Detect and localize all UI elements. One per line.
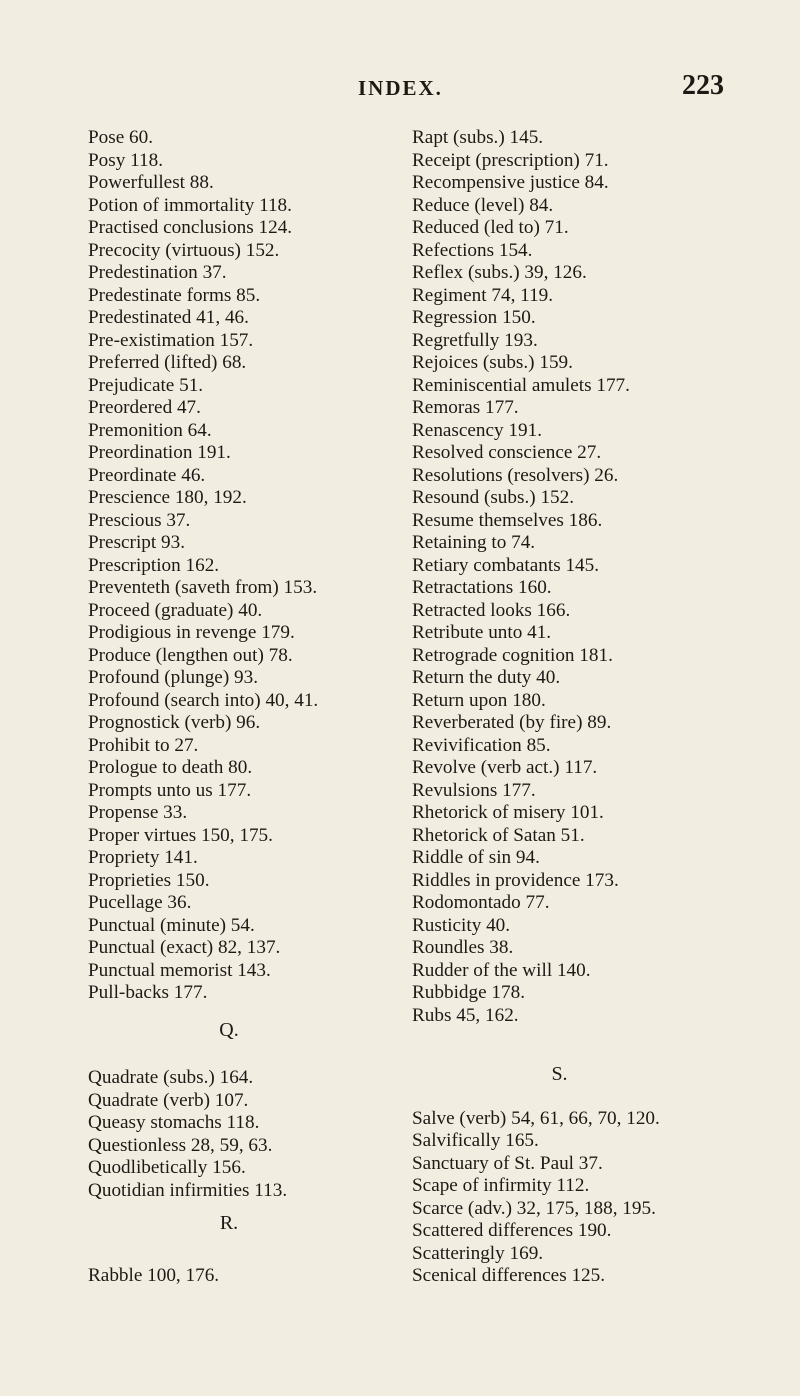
index-entry: Regretfully 193. <box>412 329 538 351</box>
index-entry: Preordinate 46. <box>88 464 206 486</box>
index-entry: Pucellage 36. <box>88 892 192 913</box>
index-entry: Prescious 37. <box>88 509 191 531</box>
index-entry: Preordered 47. <box>88 397 201 418</box>
page-header <box>0 72 800 112</box>
index-entry: Preordination 191. <box>88 442 231 463</box>
index-entry: Resume themselves 186. <box>412 509 603 531</box>
index-entry: Retiary combatants 145. <box>412 554 600 576</box>
index-entry: Punctual (exact) 82, 137. <box>88 937 281 958</box>
index-entry: Resolved conscience 27. <box>412 442 602 463</box>
index-entry: Scatteringly 169. <box>412 1242 544 1264</box>
index-entry: Scarce (adv.) 32, 175, 188, 195. <box>412 1197 656 1219</box>
index-entry: Refections 154. <box>412 239 533 261</box>
index-entry: Prescript 93. <box>88 532 185 553</box>
index-entry: Pose 60. <box>88 127 154 148</box>
index-entry: Renascency 191. <box>412 419 543 441</box>
index-entry: Rodomontado 77. <box>412 892 550 913</box>
index-entry: Quodlibetically 156. <box>88 1157 246 1178</box>
index-entry: Revivification 85. <box>412 734 551 756</box>
index-group-s <box>412 1108 762 1288</box>
index-entry: Premonition 64. <box>88 419 212 441</box>
index-entry: Posy 118. <box>88 149 163 171</box>
index-entry: Precocity (virtuous) 152. <box>88 239 280 261</box>
index-entry: Practised conclusions 124. <box>88 217 293 238</box>
index-entry: Reduce (level) 84. <box>412 194 554 216</box>
index-entry: Reflex (subs.) 39, 126. <box>412 262 587 283</box>
index-entry: Sanctuary of St. Paul 37. <box>412 1152 603 1174</box>
index-entry: Quadrate (subs.) 164. <box>88 1067 254 1088</box>
index-entry: Prescience 180, 192. <box>88 487 247 508</box>
index-entry: Questionless 28, 59, 63. <box>88 1134 273 1156</box>
index-entry: Prologue to death 80. <box>88 757 253 778</box>
page-number: 223 <box>682 70 724 101</box>
section-letter-q: Q. <box>219 1018 239 1041</box>
index-entry: Rhetorick of Satan 51. <box>412 824 585 846</box>
index-entry: Rabble 100, 176. <box>88 1264 220 1286</box>
index-entry: Regiment 74, 119. <box>412 284 554 306</box>
index-entry: Rhetorick of misery 101. <box>412 802 604 823</box>
index-entry: Rudder of the will 140. <box>412 959 591 981</box>
index-entry: Rejoices (subs.) 159. <box>412 352 573 373</box>
index-entry: Regression 150. <box>412 307 536 328</box>
index-entry: Predestination 37. <box>88 262 227 283</box>
running-title: INDEX. <box>358 76 443 100</box>
index-entry: Prognostick (verb) 96. <box>88 712 261 733</box>
index-entry: Salvifically 165. <box>412 1130 539 1151</box>
index-group-p <box>88 127 438 1005</box>
index-entry: Prohibit to 27. <box>88 734 199 756</box>
index-entry: Rapt (subs.) 145. <box>412 127 544 148</box>
index-entry: Proceed (graduate) 40. <box>88 599 263 621</box>
index-entry: Predestinated 41, 46. <box>88 307 249 328</box>
index-group-r-start <box>88 1265 438 1288</box>
index-entry: Propriety 141. <box>88 847 198 868</box>
index-entry: Predestinate forms 85. <box>88 284 261 306</box>
index-entry: Propense 33. <box>88 802 188 823</box>
index-entry: Revolve (verb act.) 117. <box>412 757 598 778</box>
index-entry: Prejudicate 51. <box>88 374 204 396</box>
index-entry: Resolutions (resolvers) 26. <box>412 464 619 486</box>
index-entry: Rusticity 40. <box>412 914 511 936</box>
index-entry: Retracted looks 166. <box>412 599 571 621</box>
index-entry: Riddles in providence 173. <box>412 869 619 891</box>
index-entry: Revulsions 177. <box>412 779 536 801</box>
index-entry: Punctual (minute) 54. <box>88 914 255 936</box>
index-entry: Proprieties 150. <box>88 869 210 891</box>
index-entry: Prodigious in revenge 179. <box>88 622 295 643</box>
index-entry: Produce (lengthen out) 78. <box>88 644 293 666</box>
index-entry: Retribute unto 41. <box>412 622 552 643</box>
index-entry: Reverberated (by fire) 89. <box>412 712 612 733</box>
section-letter-s: S. <box>551 1063 568 1085</box>
index-entry: Roundles 38. <box>412 937 514 958</box>
index-entry: Reduced (led to) 71. <box>412 217 569 238</box>
index-entry: Preventeth (saveth from) 153. <box>88 577 318 598</box>
index-entry: Scenical differences 125. <box>412 1265 606 1286</box>
index-entry: Punctual memorist 143. <box>88 959 271 981</box>
index-entry: Rubbidge 178. <box>412 982 525 1003</box>
index-entry: Prompts unto us 177. <box>88 779 252 801</box>
index-entry: Reminiscential amulets 177. <box>412 374 630 396</box>
index-entry: Remoras 177. <box>412 397 519 418</box>
index-entry: Receipt (prescription) 71. <box>412 149 609 171</box>
index-entry: Quadrate (verb) 107. <box>88 1089 249 1111</box>
index-entry: Scattered differences 190. <box>412 1220 612 1241</box>
index-entry: Scape of infirmity 112. <box>412 1175 590 1196</box>
index-column-right <box>412 127 762 1288</box>
index-entry: Retractations 160. <box>412 577 552 598</box>
index-entry: Recompensive justice 84. <box>412 172 609 193</box>
index-entry: Salve (verb) 54, 61, 66, 70, 120. <box>412 1107 660 1129</box>
index-column-left <box>88 127 438 1287</box>
index-entry: Profound (plunge) 93. <box>88 667 258 688</box>
index-entry: Proper virtues 150, 175. <box>88 824 273 846</box>
section-letter-r: R. <box>219 1212 239 1234</box>
index-entry: Quotidian infirmities 113. <box>88 1179 288 1201</box>
index-group-q <box>88 1067 438 1202</box>
index-entry: Retaining to 74. <box>412 532 536 553</box>
index-entry: Rubs 45, 162. <box>412 1004 519 1026</box>
index-entry: Pre-existimation 157. <box>88 329 254 351</box>
index-entry: Prescription 162. <box>88 554 220 576</box>
index-entry: Return the duty 40. <box>412 667 561 688</box>
index-entry: Preferred (lifted) 68. <box>88 352 247 373</box>
index-entry: Riddle of sin 94. <box>412 847 540 868</box>
index-entry: Profound (search into) 40, 41. <box>88 689 319 711</box>
index-entry: Powerfullest 88. <box>88 172 214 193</box>
index-entry: Resound (subs.) 152. <box>412 487 575 508</box>
index-group-r <box>412 127 762 1027</box>
index-entry: Pull-backs 177. <box>88 982 208 1003</box>
index-entry: Potion of immortality 118. <box>88 194 292 216</box>
index-entry: Return upon 180. <box>412 689 546 711</box>
index-entry: Queasy stomachs 118. <box>88 1112 260 1133</box>
index-entry: Retrograde cognition 181. <box>412 644 613 666</box>
